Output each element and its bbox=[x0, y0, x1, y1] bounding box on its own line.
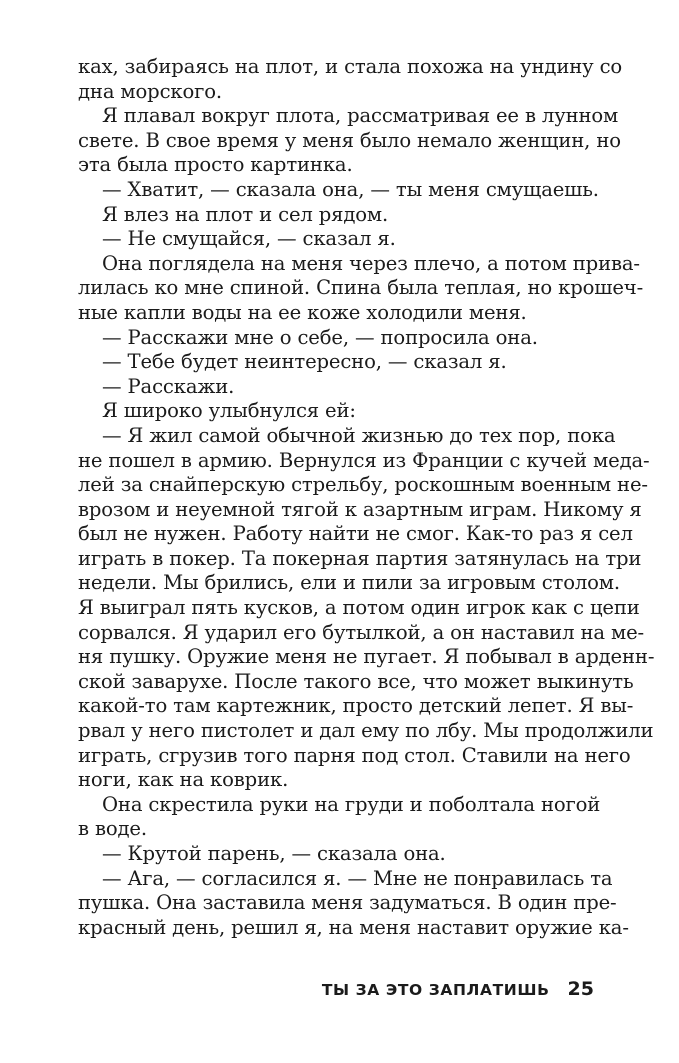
text-line: — Ага, — согласился я. — Мне не понравилась та bbox=[102, 866, 613, 890]
text-line: ные капли воды на ее коже холодили меня. bbox=[78, 300, 527, 324]
text-line: Она скрестила руки на груди и поболтала ногой bbox=[102, 792, 601, 816]
text-line: пушка. Она заставила меня задуматься. В один пре- bbox=[78, 891, 617, 915]
running-title: ТЫ ЗА ЭТО ЗАПЛАТИШЬ bbox=[321, 981, 550, 999]
text-line: красный день, решил я, на меня наставит оружие ка- bbox=[78, 915, 629, 939]
text-line: врозом и неуемной тягой к азартным играм. Никому я bbox=[78, 497, 642, 521]
text-line: лилась ко мне спиной. Спина была теплая, но крошеч- bbox=[78, 276, 644, 300]
text-line: в воде. bbox=[78, 817, 147, 841]
text-line: ской заварухе. После такого все, что может выкинуть bbox=[78, 669, 634, 693]
text-line: — Не смущайся, — сказал я. bbox=[102, 227, 396, 251]
text-line: Я широко улыбнулся ей: bbox=[102, 399, 356, 423]
text-line: рвал у него пистолет и дал ему по лбу. Мы продолжили bbox=[78, 719, 654, 743]
text-line: сорвался. Я ударил его бутылкой, а он наставил на ме- bbox=[78, 620, 644, 644]
text-line: Я влез на плот и сел рядом. bbox=[102, 202, 389, 226]
text-line: ня пушку. Оружие меня не пугает. Я побывал в арденн- bbox=[78, 645, 655, 669]
text-line: не пошел в армию. Вернулся из Франции с кучей меда- bbox=[78, 448, 650, 472]
text-line: — Расскажи мне о себе, — попросила она. bbox=[102, 325, 538, 349]
page-number: 25 bbox=[567, 978, 594, 1000]
text-line: Я плавал вокруг плота, рассматривая ее в лунном bbox=[102, 104, 619, 128]
text-line: — Я жил самой обычной жизнью до тех пор, пока bbox=[102, 423, 616, 447]
text-line: играть в покер. Та покерная партия затянулась на три bbox=[78, 546, 642, 570]
text-line: — Тебе будет неинтересно, — сказал я. bbox=[102, 350, 507, 374]
text-line: лей за снайперскую стрельбу, роскошным военным не- bbox=[78, 473, 648, 497]
text-line: — Расскажи. bbox=[102, 374, 235, 398]
text-line: — Хватит, — сказала она, — ты меня смущаешь. bbox=[102, 177, 599, 201]
body-text bbox=[78, 55, 655, 940]
text-line: ноги, как на коврик. bbox=[78, 768, 289, 792]
text-line: какой-то там картежник, просто детский лепет. Я вы- bbox=[78, 694, 634, 718]
text-line: Я выиграл пять кусков, а потом один игрок как с цепи bbox=[78, 596, 640, 620]
text-line: ках, забираясь на плот, и стала похожа на ундину со bbox=[78, 55, 623, 78]
text-line: эта была просто картинка. bbox=[78, 153, 353, 177]
text-line: — Крутой парень, — сказала она. bbox=[102, 842, 446, 865]
page-footer bbox=[78, 978, 594, 1002]
text-line: Она поглядела на меня через плечо, а потом прива- bbox=[102, 251, 640, 275]
text-line: недели. Мы брились, ели и пили за игровым столом. bbox=[78, 571, 620, 595]
text-line: играть, сгрузив того парня под стол. Ставили на него bbox=[78, 743, 631, 767]
text-line: был не нужен. Работу найти не смог. Как-то раз я сел bbox=[78, 522, 633, 546]
text-line: дна морского. bbox=[78, 79, 222, 103]
text-line: свете. В свое время у меня было немало женщин, но bbox=[78, 128, 621, 152]
